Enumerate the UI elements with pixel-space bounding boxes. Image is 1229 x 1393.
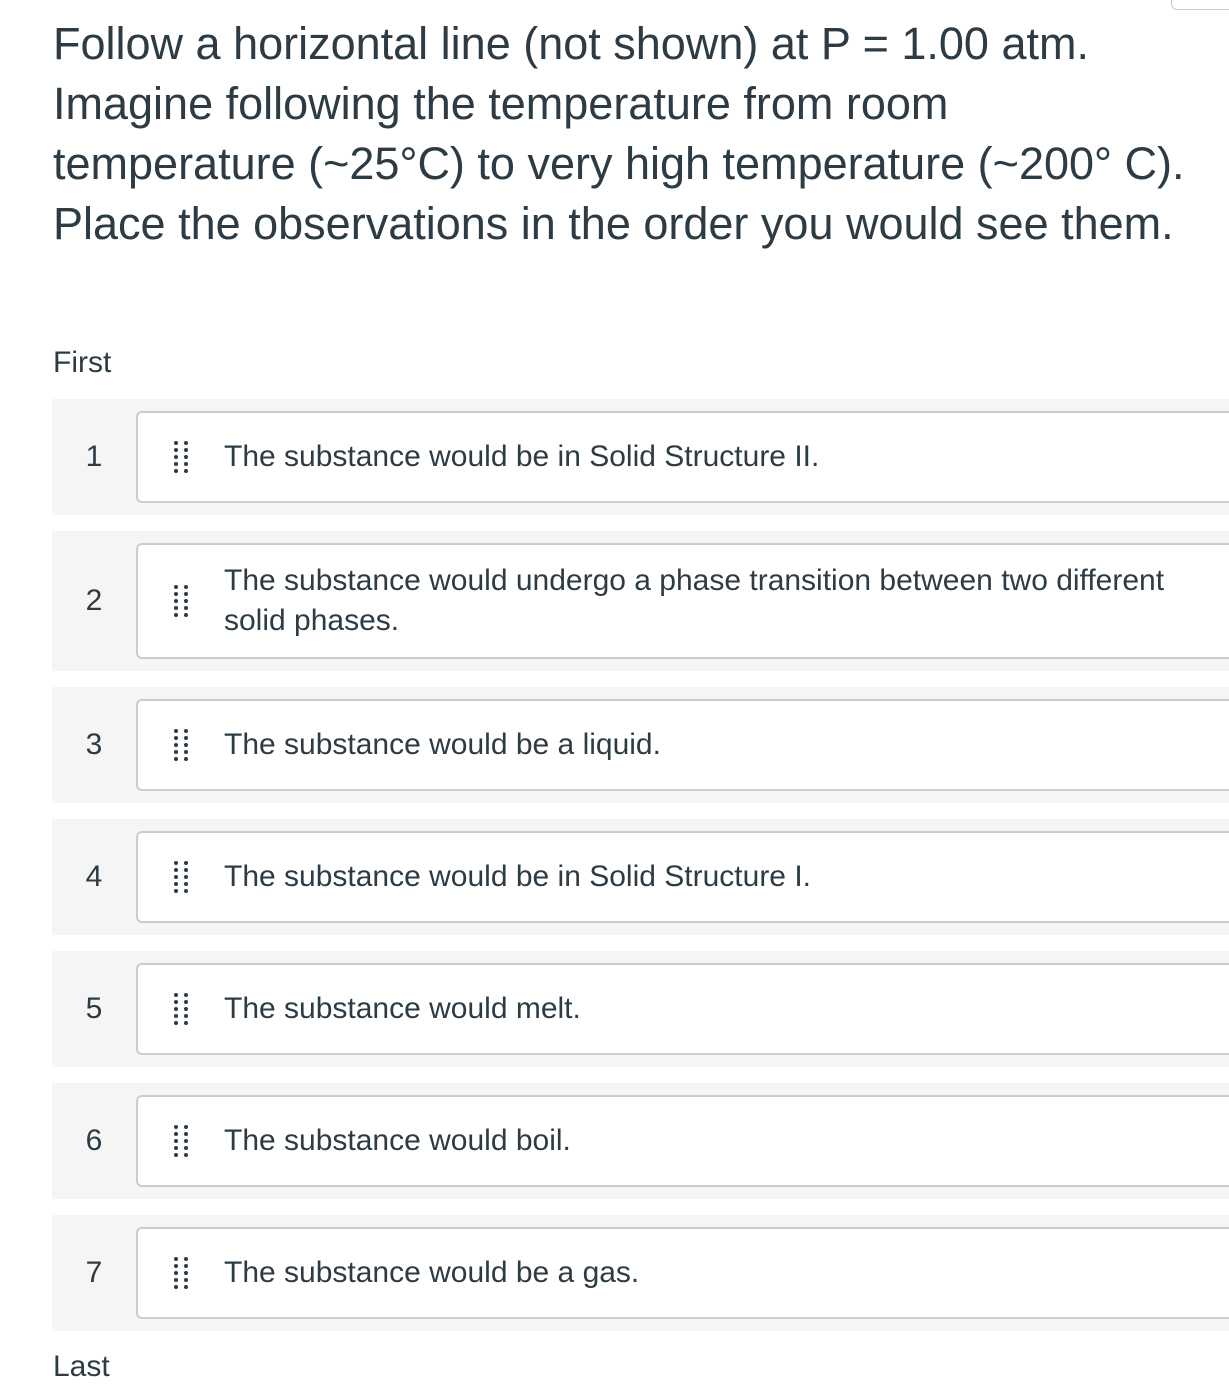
item-text: The substance would be a gas. bbox=[224, 1256, 640, 1289]
position-number: 7 bbox=[85, 1256, 103, 1289]
item-text: The substance would melt. bbox=[224, 992, 581, 1025]
draggable-item[interactable] bbox=[136, 1095, 1229, 1187]
last-label: Last bbox=[53, 1350, 110, 1383]
draggable-item[interactable] bbox=[136, 1227, 1229, 1319]
draggable-item[interactable] bbox=[136, 831, 1229, 923]
drag-handle-icon[interactable] bbox=[138, 857, 224, 897]
question-text: Follow a horizontal line (not shown) at P = 1.00 atm. Imagine following the temperature from room temperature (~25°C) to very high temperature (~200° C). Place the observations in the order you would see them. bbox=[53, 18, 1185, 249]
drag-handle-icon[interactable] bbox=[138, 989, 224, 1029]
order-row bbox=[52, 687, 1229, 803]
position-number: 5 bbox=[85, 992, 103, 1025]
draggable-item[interactable] bbox=[136, 543, 1229, 659]
position-number: 1 bbox=[85, 440, 103, 473]
order-row bbox=[52, 399, 1229, 515]
item-text: The substance would be a liquid. bbox=[224, 728, 661, 761]
position-number: 3 bbox=[85, 728, 103, 761]
drag-handle-icon[interactable] bbox=[138, 725, 224, 765]
ordering-list bbox=[52, 399, 1229, 1347]
item-text: The substance would boil. bbox=[224, 1124, 571, 1157]
drag-handle-icon[interactable] bbox=[138, 437, 224, 477]
drag-handle-icon[interactable] bbox=[138, 1253, 224, 1293]
order-row bbox=[52, 819, 1229, 935]
item-text: The substance would be in Solid Structure I. bbox=[224, 860, 811, 893]
draggable-item[interactable] bbox=[136, 963, 1229, 1055]
order-row bbox=[52, 1083, 1229, 1199]
position-number: 6 bbox=[85, 1124, 103, 1157]
position-number: 4 bbox=[85, 860, 103, 893]
position-number: 2 bbox=[85, 584, 103, 617]
item-text: The substance would be in Solid Structure II. bbox=[224, 440, 820, 473]
item-text: The substance would undergo a phase transition between two different solid phases. bbox=[224, 564, 1165, 637]
top-corner-panel bbox=[1171, 0, 1229, 10]
order-row bbox=[52, 1215, 1229, 1331]
drag-handle-icon[interactable] bbox=[138, 581, 224, 621]
order-row bbox=[52, 531, 1229, 671]
first-label: First bbox=[53, 346, 112, 379]
drag-handle-icon[interactable] bbox=[138, 1121, 224, 1161]
draggable-item[interactable] bbox=[136, 411, 1229, 503]
draggable-item[interactable] bbox=[136, 699, 1229, 791]
order-row bbox=[52, 951, 1229, 1067]
